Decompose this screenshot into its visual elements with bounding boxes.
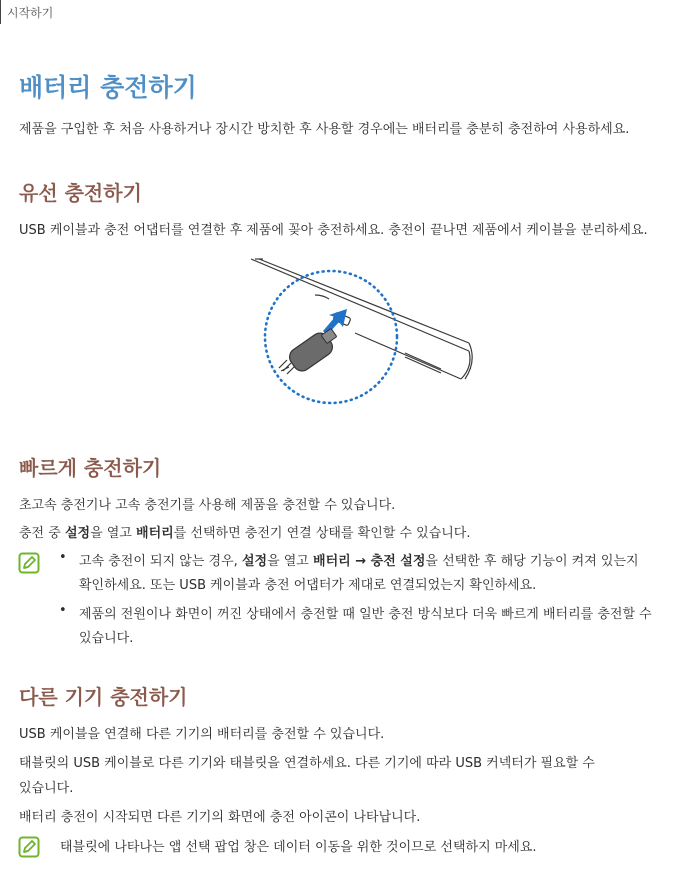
- breadcrumb: [0, 0, 54, 24]
- other-text-2b: 있습니다.: [19, 781, 74, 796]
- fast-note-2-line-2: 있습니다.: [79, 631, 134, 646]
- note-pencil-icon: [18, 836, 40, 858]
- section-heading-fast: 빠르게 충전하기: [19, 456, 162, 480]
- note-pencil-icon: [18, 552, 40, 574]
- intro-text: 제품을 구입한 후 처음 사용하거나 장시간 방치한 후 사용할 경우에는 배터리를 충분히 충전하여 사용하세요.: [19, 122, 630, 137]
- other-text-1: USB 케이블을 연결해 다른 기기의 배터리를 충전할 수 있습니다.: [19, 727, 385, 742]
- wired-text: USB 케이블과 충전 어댑터를 연결한 후 제품에 꽂아 충전하세요. 충전이 끝나면 제품에서 케이블을 분리하세요.: [19, 223, 648, 238]
- note-bullet: •: [59, 550, 67, 565]
- other-text-3: 배터리 충전이 시작되면 다른 기기의 화면에 충전 아이콘이 나타납니다.: [19, 810, 421, 825]
- fast-note-1-line-2: 확인하세요. 또는 USB 케이블과 충전 어댑터가 제대로 연결되었는지 확인하세요.: [79, 578, 537, 593]
- fast-text-1: 초고속 충전기나 고속 충전기를 사용해 제품을 충전할 수 있습니다.: [19, 498, 396, 513]
- other-note: 태블릿에 나타나는 앱 선택 팝업 창은 데이터 이동을 위한 것이므로 선택하지 마세요.: [60, 840, 537, 855]
- other-text-2a: 태블릿의 USB 케이블로 다른 기기와 태블릿을 연결하세요. 다른 기기에 따라 USB 커넥터가 필요할 수: [19, 756, 595, 771]
- section-heading-wired: 유선 충전하기: [19, 181, 142, 205]
- fast-note-1-line-1: 고속 충전이 되지 않는 경우, 설정을 열고 배터리 → 충전 설정을 선택한 후 해당 기능이 켜져 있는지: [79, 554, 639, 569]
- usb-cable-icon: [279, 328, 337, 374]
- fast-note-2-line-1: 제품의 전원이나 화면이 꺼진 상태에서 충전할 때 일반 충전 방식보다 더욱 빠르게 배터리를 충전할 수: [79, 607, 652, 622]
- breadcrumb-label: 시작하기: [7, 6, 54, 20]
- section-heading-other: 다른 기기 충전하기: [19, 685, 188, 709]
- usb-charging-illustration: [245, 255, 475, 410]
- note-bullet: •: [59, 603, 67, 618]
- page-title: 배터리 충전하기: [19, 73, 197, 102]
- fast-text-2: 충전 중 설정을 열고 배터리를 선택하면 충전기 연결 상태를 확인할 수 있습니다.: [19, 526, 471, 541]
